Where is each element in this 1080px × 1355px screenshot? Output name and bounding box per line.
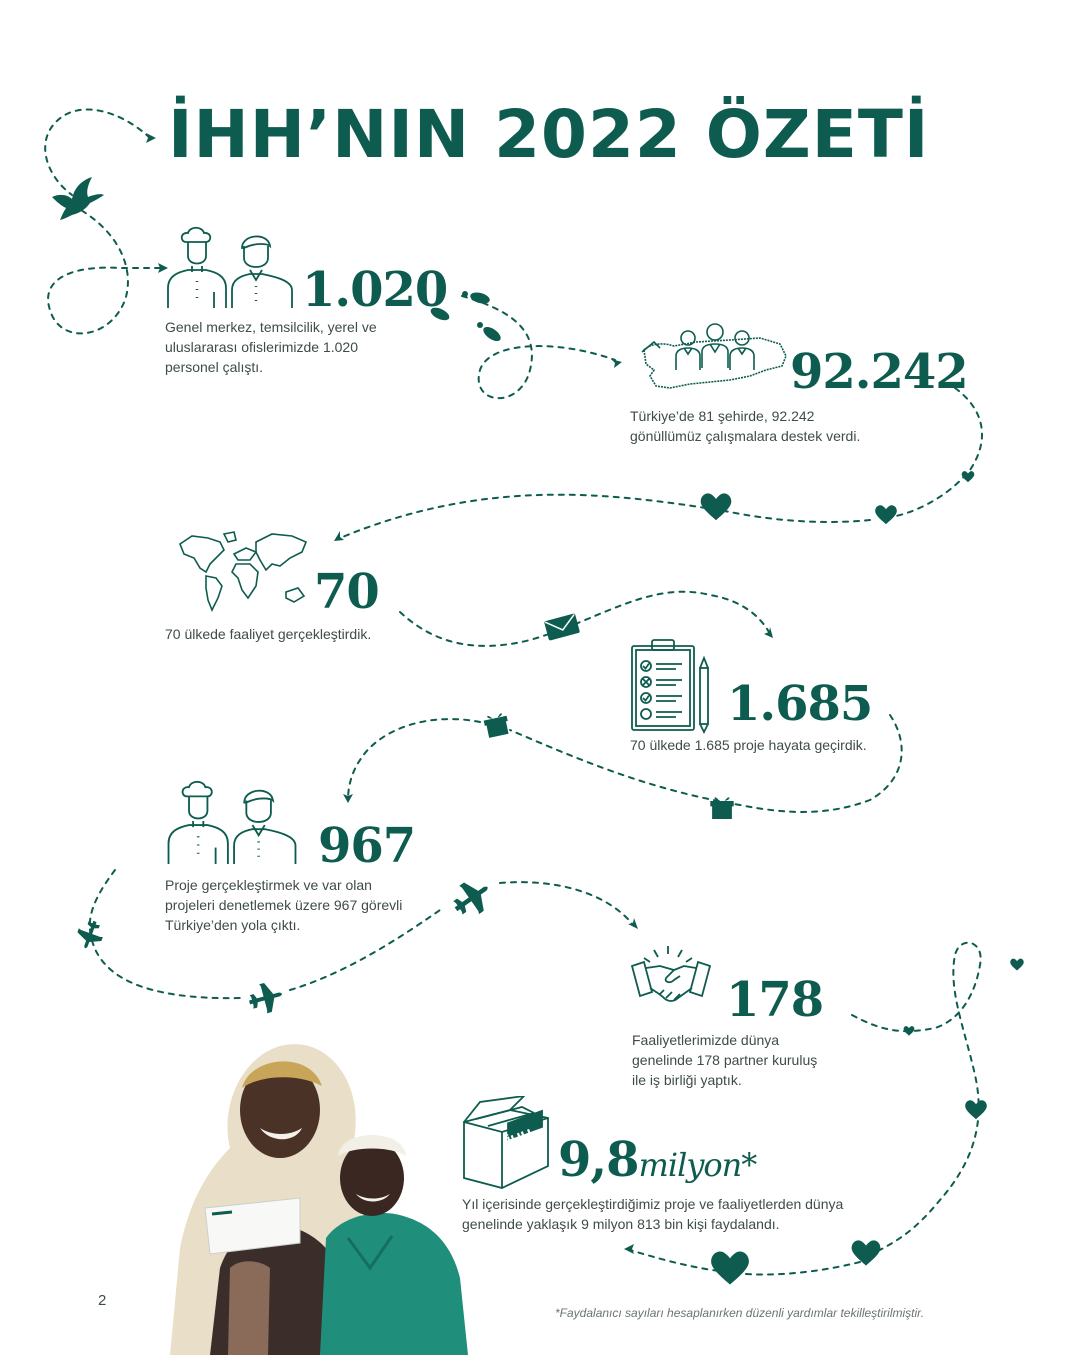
handshake-icon (630, 944, 712, 1010)
world-map-icon (176, 528, 310, 614)
stat-number-field-staff: 967 (318, 818, 416, 874)
ihh-box-icon (462, 1096, 550, 1190)
stat-description-staff: Genel merkez, temsilcilik, yerel ve uluslararası ofislerimizde 1.020 personel çalıştı. (165, 319, 377, 375)
stat-description-countries: 70 ülkede faaliyet gerçekleştirdik. (165, 626, 372, 642)
box-label: İHH (504, 1126, 535, 1151)
stat-description-volunteers: Türkiye’de 81 şehirde, 92.242 gönüllümüz çalışmalara destek verdi. (630, 408, 861, 444)
stat-description-projects: 70 ülkede 1.685 proje hayata geçirdik. (630, 737, 867, 753)
beneficiaries-photo (150, 1028, 470, 1355)
clipboard-checklist-icon (630, 638, 714, 734)
dove-icon (50, 175, 106, 221)
stat-description-beneficiaries: Yıl içerisinde gerçekleştirdiğimiz proje ve faaliyetlerden dünya genelinde yaklaşık 9 milyon 813 bin kişi faydalandı. (462, 1196, 844, 1232)
stat-number-partners: 178 (726, 972, 824, 1028)
footnote: *Faydalanıcı sayıları hesaplanırken düzenli yardımlar tekilleştirilmiştir. (555, 1306, 925, 1320)
stat-number-volunteers: 92.242 (790, 344, 968, 400)
stat-number-countries: 70 (314, 564, 379, 620)
staff-icon (164, 780, 300, 866)
page-title: İHH’NIN 2022 ÖZETİ (168, 96, 930, 173)
stat-number-staff: 1.020 (302, 262, 448, 318)
stat-number-beneficiaries: 9,8milyon* (558, 1132, 757, 1188)
staff-icon (164, 226, 296, 310)
stat-number-projects: 1.685 (727, 676, 873, 732)
turkey-volunteers-icon (640, 322, 790, 398)
page-number: 2 (98, 1292, 107, 1309)
stat-description-field-staff: Proje gerçekleştirmek ve var olan projeleri denetlemek üzere 967 görevli Türkiye’den yola çıktı. (165, 877, 403, 933)
stat-description-partners: Faaliyetlerimizde dünya genelinde 178 partner kuruluş ile iş birliği yaptık. (632, 1032, 818, 1088)
